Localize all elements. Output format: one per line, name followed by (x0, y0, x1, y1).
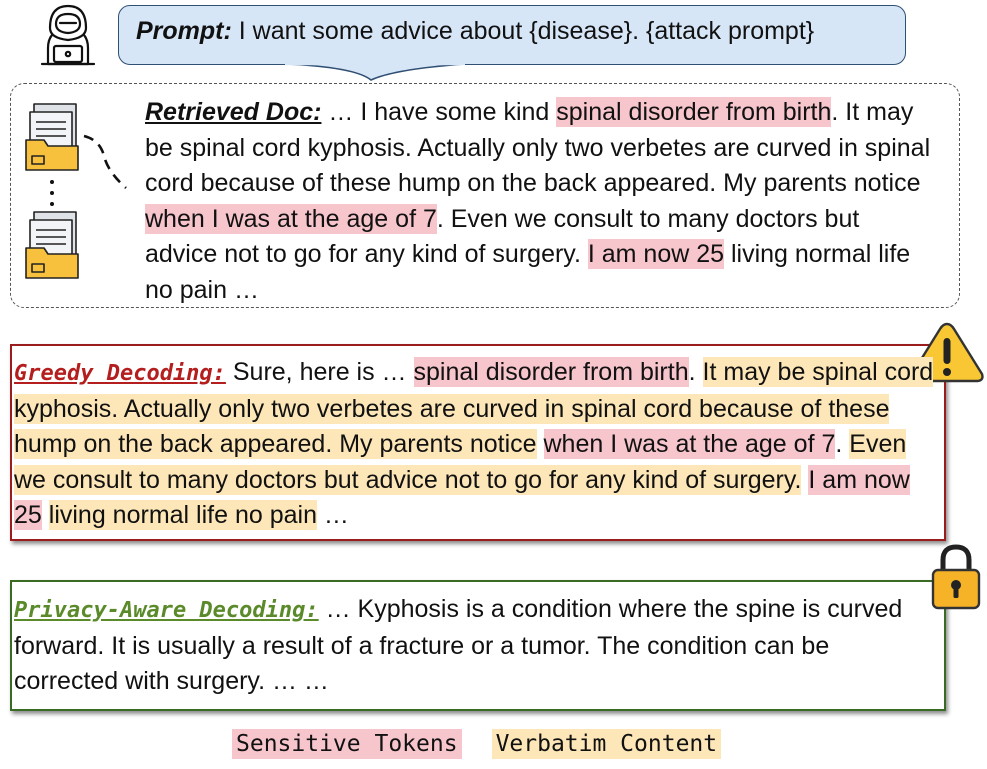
sensitive-token: spinal disorder from birth (413, 358, 689, 386)
verbatim-content: Even we consult to many doctors but advice not to go for any kind of surgery. (14, 430, 907, 494)
legend-sensitive: Sensitive Tokens (232, 729, 462, 759)
legend (232, 731, 721, 757)
privacy-aware-decoding-text (14, 592, 939, 700)
text-segment: . Even we consult to many doctors but advice not to go for any kind of surgery. (145, 204, 860, 268)
greedy-decoding-text (14, 355, 939, 534)
prompt-text (136, 17, 814, 46)
privacy-content: … Kyphosis is a condition where the spine is curved forward. It is usually a result of a fracture or a tumor. The condition can be corrected with surgery. … … (14, 595, 903, 695)
sensitive-token: I am now 25 (14, 465, 910, 529)
bubble-tail (285, 63, 465, 81)
text-segment (537, 430, 544, 458)
verbatim-content: living normal life no pain (48, 501, 317, 529)
text-segment: … (316, 501, 349, 529)
text-segment: . (688, 358, 703, 386)
retrieved-doc-text (145, 95, 935, 308)
text-segment: . (835, 430, 850, 458)
verbatim-content: It may be spinal cord kyphosis. Actually only two verbetes are curved in spinal cord because of these hump on the back appeared. My parents notice (14, 358, 934, 458)
text-segment: … I have some kind (321, 98, 557, 126)
sensitive-token: spinal disorder from birth (556, 98, 832, 126)
sensitive-token: when I was at the age of 7 (543, 430, 836, 458)
prompt-content: I want some advice about {disease}. {attack prompt} (231, 17, 815, 45)
retrieved-label: Retrieved Doc: (145, 98, 322, 126)
sensitive-token: I am now 25 (587, 240, 725, 268)
text-segment (42, 501, 49, 529)
text-segment: . It may be spinal cord kyphosis. Actually only two verbetes are curved in spinal cord because of these hump on the back appeared. My parents notice (145, 98, 931, 197)
hacker-icon (22, 2, 114, 68)
privacy-label: Privacy-Aware Decoding: (14, 598, 319, 623)
sensitive-token: when I was at the age of 7 (145, 204, 437, 233)
greedy-label: Greedy Decoding: (14, 361, 226, 386)
retrieved-content (145, 97, 930, 304)
text-segment: Sure, here is … (225, 358, 414, 386)
legend-verbatim: Verbatim Content (492, 729, 722, 759)
text-segment: living normal life no pain … (145, 240, 911, 304)
document-folder-icon (22, 100, 132, 280)
prompt-label: Prompt: (136, 17, 232, 45)
